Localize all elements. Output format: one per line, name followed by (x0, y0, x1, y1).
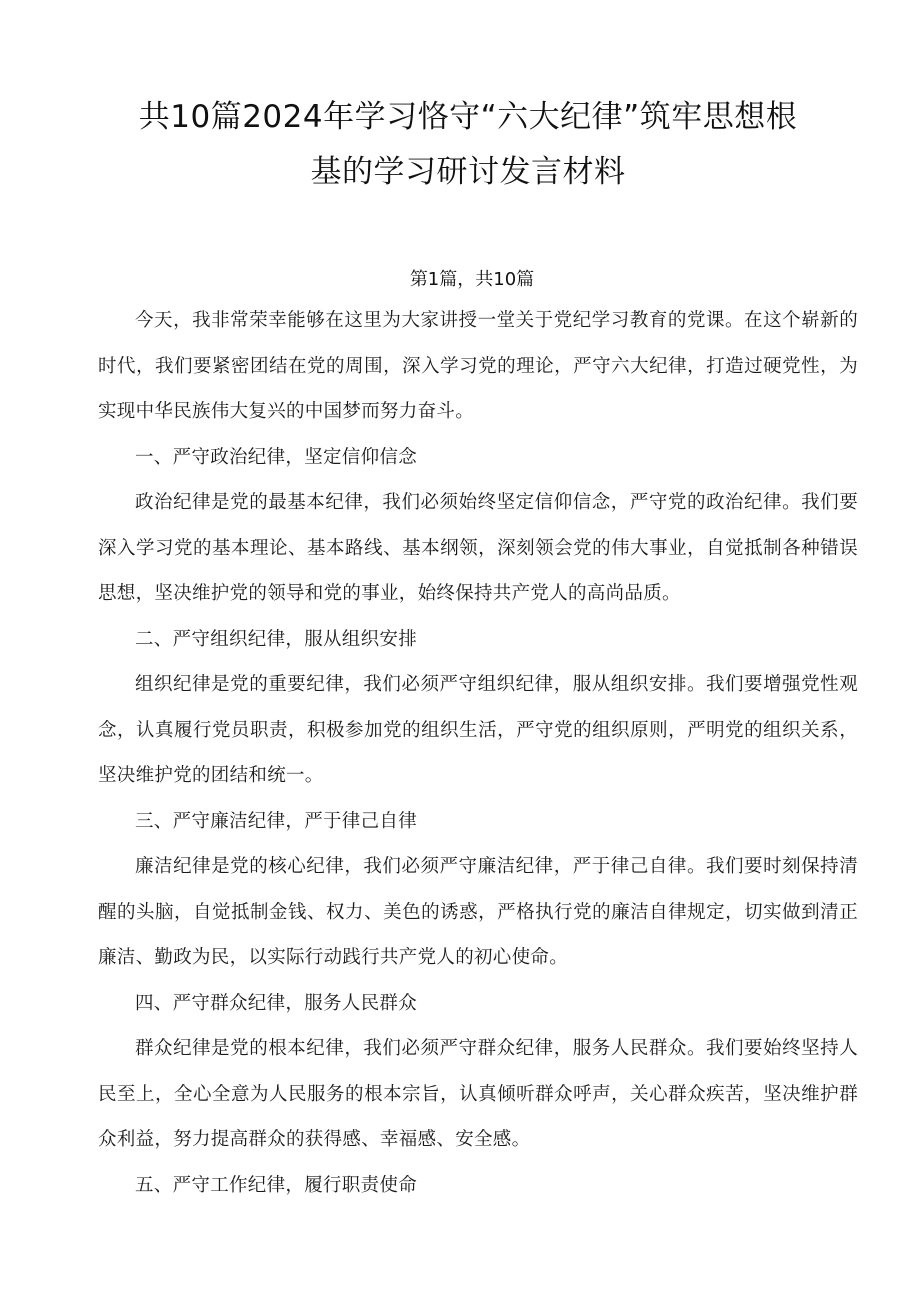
section-heading-4: 四、严守群众纪律，服务人民群众 (135, 992, 418, 1014)
section-body-4: 群众纪律是党的根本纪律，我们必须严守群众纪律，服务人民群众。我们要始终坚持人民至上，全心全意为人民服务的根本宗旨，认真倾听群众呼声，关心群众疾苦，坚决维护群众利益，努力提高群众的获得感、幸福感、安全感。 (98, 1038, 858, 1150)
document-content (98, 298, 858, 1208)
section-heading-3: 三、严守廉洁纪律，严于律己自律 (135, 810, 418, 832)
section-heading-2: 二、严守组织纪律，服从组织安排 (135, 628, 418, 650)
intro-paragraph: 今天，我非常荣幸能够在这里为大家讲授一堂关于党纪学习教育的党课。在这个崭新的时代，我们要紧密团结在党的周围，深入学习党的理论，严守六大纪律，打造过硬党性，为实现中华民族伟大复兴的中国梦而努力奋斗。 (98, 310, 858, 422)
document-title-line-2: 基的学习研讨发言材料 (310, 154, 626, 190)
section-body-3: 廉洁纪律是党的核心纪律，我们必须严守廉洁纪律，严于律己自律。我们要时刻保持清醒的头脑，自觉抵制金钱、权力、美色的诱惑，严格执行党的廉洁自律规定，切实做到清正廉洁、勤政为民，以实际行动践行共产党人的初心使命。 (98, 856, 858, 968)
section-body-2: 组织纪律是党的重要纪律，我们必须严守组织纪律，服从组织安排。我们要增强党性观念，认真履行党员职责，积极参加党的组织生活，严守党的组织原则，严明党的组织关系，坚决维护党的团结和统一。 (98, 674, 858, 786)
section-heading-1: 一、严守政治纪律，坚定信仰信念 (135, 446, 418, 468)
document-title (98, 90, 858, 200)
section-body-1: 政治纪律是党的最基本纪律，我们必须始终坚定信仰信念，严守党的政治纪律。我们要深入学习党的基本理论、基本路线、基本纲领，深刻领会党的伟大事业，自觉抵制各种错误思想，坚决维护党的领导和党的事业，始终保持共产党人的高尚品质。 (98, 492, 858, 604)
document-title-line-1: 共10篇2024年学习恪守“六大纪律”筑牢思想根 (138, 99, 798, 135)
section-heading-5: 五、严守工作纪律，履行职责使命 (135, 1174, 418, 1196)
part-header: 第1篇，共10篇 (409, 269, 535, 290)
